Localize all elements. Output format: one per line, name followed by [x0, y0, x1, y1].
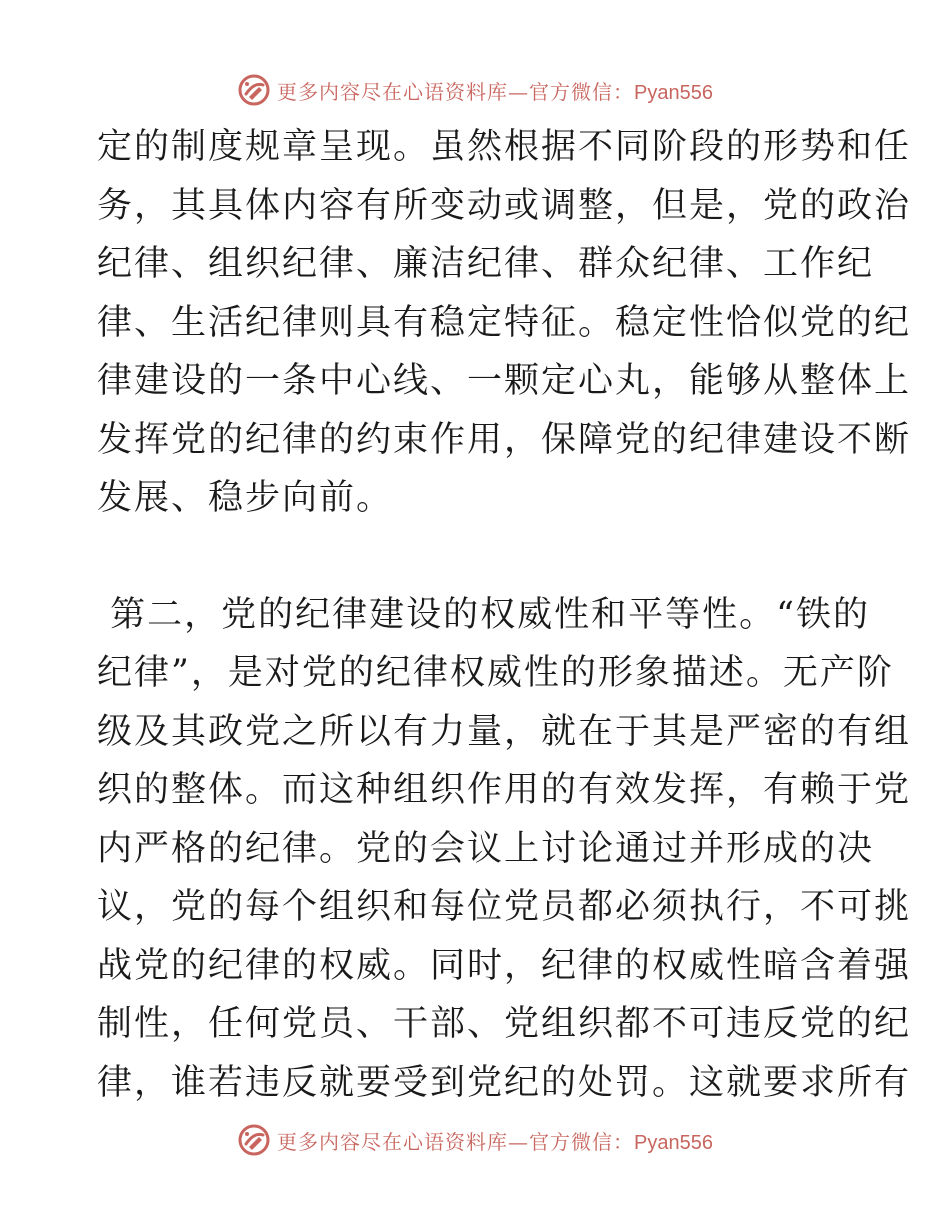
text-line: 织的整体。而这种组织作用的有效发挥，有赖于党 [97, 770, 912, 810]
text-line: 发展、稳步向前。 [97, 478, 394, 518]
paragraph-gap [97, 528, 857, 586]
text-line: 内严格的纪律。党的会议上讨论通过并形成的决 [97, 828, 875, 869]
banner-handle: Pyan556 [634, 81, 713, 104]
text-line: 务，其具体内容有所变动或调整，但是，党的政治 [97, 185, 912, 226]
text-line: 律建设的一条中心线、一颗定心丸，能够从整体上 [97, 361, 912, 401]
banner-text: 更多内容尽在心语资料库—官方微信：Pyan556 [277, 1129, 713, 1154]
text-line: 第二，党的纪律建设的权威性和平等性。“铁的 [97, 594, 871, 635]
text-line: 发挥党的纪律的约束作用，保障党的纪律建设不断 [97, 419, 912, 460]
footer-banner [0, 1118, 950, 1162]
text-line: 律、生活纪律则具有稳定特征。稳定性恰似党的纪 [97, 302, 912, 343]
pen-heart-logo-icon [237, 1123, 271, 1157]
paragraph-1 [97, 118, 912, 528]
text-line: 纪律、组织纪律、廉洁纪律、群众纪律、工作纪 [97, 244, 875, 284]
text-line: 制性，任何党员、干部、党组织都不可违反党的纪 [97, 1004, 912, 1044]
document-body [97, 118, 912, 1112]
text-line: 纪律”，是对党的纪律权威性的形象描述。无产阶 [97, 653, 894, 693]
text-line: 议，党的每个组织和每位党员都必须执行，不可挑 [97, 887, 912, 927]
banner-handle: Pyan556 [634, 1131, 713, 1154]
paragraph-2 [97, 586, 912, 1113]
text-line: 律，谁若违反就要受到党纪的处罚。这就要求所有 [97, 1062, 912, 1103]
pen-heart-logo-icon [237, 73, 271, 107]
header-banner [0, 68, 950, 112]
text-line: 定的制度规章呈现。虽然根据不同阶段的形势和任 [97, 127, 912, 167]
banner-text: 更多内容尽在心语资料库—官方微信：Pyan556 [277, 79, 713, 104]
text-line: 级及其政党之所以有力量，就在于其是严密的有组 [97, 711, 912, 752]
text-line: 战党的纪律的权威。同时，纪律的权威性暗含着强 [97, 945, 912, 986]
